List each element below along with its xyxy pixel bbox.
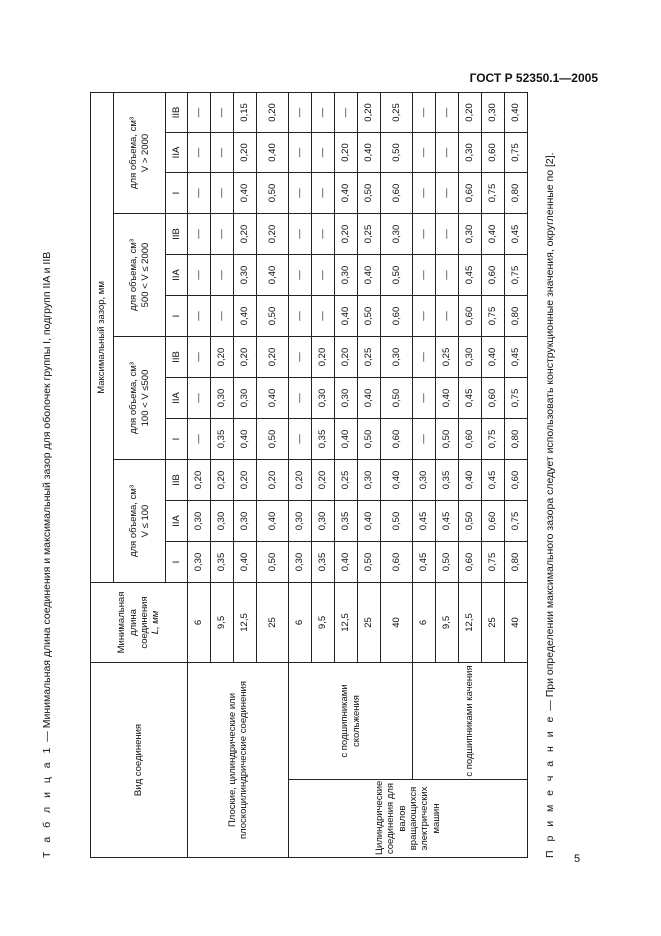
length-cell: 40: [381, 583, 413, 663]
gap-value-cell: 0,75: [482, 296, 505, 337]
gap-value-cell: 0,80: [505, 419, 528, 460]
gap-value-cell: 0,75: [505, 501, 528, 542]
cylindrical-joint-label: Цилиндрические соединения для валов вращающихся электрических машин: [289, 780, 528, 858]
gap-value-cell: 0,60: [482, 255, 505, 296]
gap-value-cell: 0,30: [482, 92, 505, 132]
gap-value-cell: —: [289, 337, 312, 378]
gap-value-cell: 0,45: [436, 501, 459, 542]
note-prefix: П р и м е ч а н и е: [544, 713, 556, 858]
gap-value-cell: 0,40: [335, 542, 358, 583]
gap-value-cell: 0,60: [459, 542, 482, 583]
length-cell: 40: [505, 583, 528, 663]
gap-value-cell: —: [312, 296, 335, 337]
gap-value-cell: 0,35: [312, 542, 335, 583]
length-line-4: L, мм: [150, 610, 162, 635]
vg1-line2: V ≤ 100: [139, 504, 151, 538]
gap-value-cell: 0,30: [234, 255, 257, 296]
length-cell: 12,5: [335, 583, 358, 663]
sub-i: I: [166, 296, 188, 337]
gap-value-cell: 0,75: [505, 133, 528, 173]
note-text: — При определении максимального зазора следует использовать конструкционные значения, округленные по [2].: [544, 152, 556, 714]
sub-iib: IIB: [166, 92, 188, 132]
gap-value-cell: —: [289, 133, 312, 173]
volume-group-2: [114, 337, 166, 460]
gap-value-cell: 0,20: [257, 214, 289, 255]
gap-value-cell: 0,75: [505, 255, 528, 296]
length-cell: 12,5: [234, 583, 257, 663]
gap-value-cell: 0,40: [234, 542, 257, 583]
gap-value-cell: 0,45: [482, 460, 505, 501]
gap-value-cell: 0,40: [257, 501, 289, 542]
gap-value-cell: 0,50: [358, 419, 381, 460]
gap-value-cell: 0,60: [381, 419, 413, 460]
gap-value-cell: 0,20: [459, 92, 482, 132]
sub-iib: IIB: [166, 337, 188, 378]
gap-value-cell: —: [188, 419, 211, 460]
gap-value-cell: 0,20: [211, 460, 234, 501]
sub-iia: IIA: [166, 378, 188, 419]
gap-value-cell: —: [211, 92, 234, 132]
sub-iia: IIA: [166, 133, 188, 173]
gap-value-cell: 0,40: [257, 133, 289, 173]
sub-iia: IIA: [166, 501, 188, 542]
length-cell: 6: [413, 583, 436, 663]
gap-value-cell: 0,20: [234, 133, 257, 173]
gap-value-cell: 0,30: [312, 501, 335, 542]
gap-value-cell: 0,20: [234, 337, 257, 378]
gap-value-cell: —: [289, 296, 312, 337]
gap-value-cell: 0,45: [459, 255, 482, 296]
volume-group-3: [114, 214, 166, 337]
gap-value-cell: 0,40: [335, 296, 358, 337]
gap-value-cell: —: [413, 337, 436, 378]
length-cell: 6: [289, 583, 312, 663]
gap-value-cell: 0,30: [188, 501, 211, 542]
gap-value-cell: 0,60: [381, 296, 413, 337]
gap-value-cell: 0,30: [289, 542, 312, 583]
gap-value-cell: 0,45: [505, 337, 528, 378]
gap-value-cell: —: [335, 92, 358, 132]
gap-value-cell: 0,30: [459, 214, 482, 255]
gap-value-cell: 0,60: [459, 173, 482, 214]
gap-value-cell: 0,80: [505, 542, 528, 583]
table-row: [413, 92, 436, 857]
gap-value-cell: —: [436, 214, 459, 255]
gap-value-cell: —: [413, 296, 436, 337]
sub-iia: IIA: [166, 255, 188, 296]
gap-value-cell: —: [188, 255, 211, 296]
gap-value-cell: 0,40: [358, 501, 381, 542]
gap-value-cell: 0,35: [335, 501, 358, 542]
vg1-line1: для объема, см³: [128, 484, 140, 558]
length-line-3: соединения: [139, 596, 150, 649]
rolling-bearing-label: с подшипниками качения: [413, 663, 528, 780]
gap-value-cell: 0,20: [312, 460, 335, 501]
length-line-1: Минимальная: [116, 591, 128, 654]
gap-value-cell: 0,20: [234, 214, 257, 255]
gap-value-cell: 0,30: [413, 460, 436, 501]
gap-value-cell: 0,30: [381, 214, 413, 255]
table-body: [188, 92, 528, 857]
gap-value-cell: 0,45: [505, 214, 528, 255]
table-row: [188, 92, 211, 857]
gap-value-cell: 0,20: [188, 460, 211, 501]
gap-value-cell: 0,45: [459, 378, 482, 419]
gap-value-cell: 0,40: [335, 173, 358, 214]
gap-value-cell: 0,35: [436, 460, 459, 501]
gap-value-cell: 0,40: [234, 419, 257, 460]
gap-value-cell: 0,35: [211, 419, 234, 460]
gap-value-cell: 0,25: [358, 337, 381, 378]
gap-value-cell: —: [312, 255, 335, 296]
gap-value-cell: 0,40: [335, 419, 358, 460]
sub-i: I: [166, 419, 188, 460]
gap-value-cell: 0,50: [358, 296, 381, 337]
gap-value-cell: 0,35: [312, 419, 335, 460]
gap-value-cell: 0,40: [436, 378, 459, 419]
gap-value-cell: —: [188, 214, 211, 255]
gap-value-cell: —: [188, 133, 211, 173]
gap-value-cell: —: [211, 173, 234, 214]
gap-value-cell: —: [436, 255, 459, 296]
gap-value-cell: 0,40: [257, 378, 289, 419]
gap-value-cell: —: [188, 92, 211, 132]
gap-value-cell: 0,80: [505, 173, 528, 214]
gap-value-cell: 0,50: [358, 542, 381, 583]
gap-value-cell: —: [312, 173, 335, 214]
gap-value-cell: 0,60: [459, 419, 482, 460]
gap-value-cell: —: [211, 296, 234, 337]
gap-value-cell: 0,40: [482, 337, 505, 378]
gap-value-cell: 0,45: [413, 501, 436, 542]
gap-value-cell: 0,20: [257, 460, 289, 501]
gap-value-cell: —: [413, 378, 436, 419]
length-line-2: длина: [127, 609, 139, 636]
gap-value-cell: —: [211, 133, 234, 173]
gap-value-cell: 0,40: [257, 255, 289, 296]
gap-value-cell: 0,30: [335, 255, 358, 296]
sub-iib: IIB: [166, 214, 188, 255]
gap-value-cell: 0,50: [257, 173, 289, 214]
gap-value-cell: 0,50: [381, 378, 413, 419]
gap-value-cell: 0,40: [482, 214, 505, 255]
gap-value-cell: 0,40: [505, 92, 528, 132]
gap-value-cell: 0,50: [459, 501, 482, 542]
gap-value-cell: 0,30: [312, 378, 335, 419]
gap-value-cell: 0,60: [459, 296, 482, 337]
gap-value-cell: —: [413, 255, 436, 296]
length-cell: 25: [358, 583, 381, 663]
gap-value-cell: 0,35: [211, 542, 234, 583]
gap-value-cell: 0,30: [381, 337, 413, 378]
gap-value-cell: 0,30: [234, 501, 257, 542]
gap-value-cell: 0,30: [358, 460, 381, 501]
gap-value-cell: 0,25: [436, 337, 459, 378]
length-cell: 9,5: [436, 583, 459, 663]
table-caption: [41, 93, 53, 858]
gap-value-cell: —: [413, 419, 436, 460]
gap-value-cell: 0,30: [211, 501, 234, 542]
standard-number: ГОСТ Р 52350.1—2005: [469, 71, 598, 85]
gap-value-cell: —: [436, 133, 459, 173]
vg4-line1: для объема, см³: [128, 116, 140, 189]
gap-value-cell: 0,20: [335, 337, 358, 378]
gap-value-cell: —: [289, 173, 312, 214]
gap-value-cell: 0,40: [358, 255, 381, 296]
gap-value-cell: —: [436, 296, 459, 337]
gap-value-cell: 0,50: [257, 296, 289, 337]
gap-value-cell: 0,80: [505, 296, 528, 337]
gap-value-cell: 0,50: [436, 419, 459, 460]
gap-value-cell: 0,30: [234, 378, 257, 419]
gap-value-cell: —: [312, 92, 335, 132]
gap-value-cell: 0,25: [358, 214, 381, 255]
gap-value-cell: 0,75: [482, 173, 505, 214]
gap-value-cell: —: [289, 378, 312, 419]
gap-value-cell: 0,30: [459, 133, 482, 173]
gap-value-cell: —: [436, 92, 459, 132]
sub-i: I: [166, 173, 188, 214]
table-note: [544, 152, 556, 858]
volume-group-1: [114, 460, 166, 583]
gap-value-cell: —: [211, 214, 234, 255]
sub-iib: IIB: [166, 460, 188, 501]
caption-text: — Минимальная длина соединения и максимальный зазор для оболочек группы I, подгрупп IIA и IIB: [41, 251, 53, 745]
gap-value-cell: —: [188, 337, 211, 378]
gap-value-cell: —: [289, 255, 312, 296]
gap-value-cell: 0,50: [381, 501, 413, 542]
gap-value-cell: 0,60: [381, 173, 413, 214]
gap-value-cell: —: [413, 214, 436, 255]
gap-value-cell: 0,20: [257, 92, 289, 132]
gap-value-cell: 0,60: [505, 460, 528, 501]
gap-value-cell: —: [312, 214, 335, 255]
table-row: [289, 92, 312, 857]
gap-value-cell: 0,25: [381, 92, 413, 132]
gap-value-cell: —: [413, 133, 436, 173]
vg4-line2: V > 2000: [139, 133, 151, 173]
gap-value-cell: 0,20: [257, 337, 289, 378]
gap-value-cell: —: [436, 173, 459, 214]
rotated-content: [37, 93, 603, 858]
gap-value-cell: 0,30: [289, 501, 312, 542]
length-cell: 12,5: [459, 583, 482, 663]
vg2-line1: для объема, см³: [128, 361, 140, 435]
sub-i: I: [166, 542, 188, 583]
gap-value-cell: 0,40: [234, 296, 257, 337]
gap-value-cell: 0,60: [381, 542, 413, 583]
volume-group-4: [114, 92, 166, 213]
gap-value-cell: 0,20: [211, 337, 234, 378]
gap-value-cell: 0,60: [482, 378, 505, 419]
header-min-length: [91, 583, 188, 663]
gap-value-cell: 0,45: [413, 542, 436, 583]
vg2-line2: 100 < V ≤500: [139, 369, 151, 427]
gap-value-cell: 0,40: [459, 460, 482, 501]
gap-value-cell: 0,40: [358, 133, 381, 173]
gap-value-cell: 0,50: [436, 542, 459, 583]
vg3-line2: 500 < V ≤ 2000: [139, 242, 151, 308]
gap-value-cell: —: [188, 173, 211, 214]
gap-value-cell: 0,50: [257, 419, 289, 460]
gap-value-cell: 0,20: [289, 460, 312, 501]
gap-value-cell: 0,30: [335, 378, 358, 419]
gap-value-cell: —: [312, 133, 335, 173]
gap-value-cell: 0,50: [381, 133, 413, 173]
length-cell: 25: [482, 583, 505, 663]
gap-value-cell: —: [211, 255, 234, 296]
gap-value-cell: 0,30: [459, 337, 482, 378]
header-max-gap: Максимальный зазор, мм: [91, 92, 114, 582]
vg3-line1: для объема, см³: [128, 238, 140, 312]
gap-value-cell: 0,20: [312, 337, 335, 378]
gap-value-cell: 0,75: [505, 378, 528, 419]
gap-value-cell: —: [413, 173, 436, 214]
gap-value-cell: —: [413, 92, 436, 132]
header-joint-type: Вид соединения: [91, 663, 188, 858]
gap-value-cell: —: [289, 92, 312, 132]
gap-value-cell: 0,30: [211, 378, 234, 419]
gap-value-cell: 0,50: [257, 542, 289, 583]
length-cell: 25: [257, 583, 289, 663]
gap-value-cell: 0,50: [381, 255, 413, 296]
flat-joint-label: Плоские, цилиндрические или плоскоцилиндрические соединения: [188, 663, 289, 858]
gap-value-cell: —: [188, 296, 211, 337]
gap-value-cell: —: [188, 378, 211, 419]
length-cell: 9,5: [211, 583, 234, 663]
gap-value-cell: 0,20: [358, 92, 381, 132]
gap-value-cell: 0,20: [335, 133, 358, 173]
gap-value-cell: 0,50: [358, 173, 381, 214]
clearance-table: [90, 92, 528, 858]
gap-value-cell: —: [289, 214, 312, 255]
caption-prefix: Т а б л и ц а 1: [41, 744, 53, 858]
gap-value-cell: 0,75: [482, 542, 505, 583]
gap-value-cell: 0,75: [482, 419, 505, 460]
gap-value-cell: 0,60: [482, 133, 505, 173]
gap-value-cell: 0,25: [335, 460, 358, 501]
gap-value-cell: 0,20: [234, 460, 257, 501]
length-cell: 9,5: [312, 583, 335, 663]
gap-value-cell: 0,60: [482, 501, 505, 542]
sliding-bearing-label: с подшипниками скольжения: [289, 663, 413, 780]
length-cell: 6: [188, 583, 211, 663]
gap-value-cell: 0,30: [188, 542, 211, 583]
gap-value-cell: 0,40: [381, 460, 413, 501]
gap-value-cell: —: [289, 419, 312, 460]
gap-value-cell: 0,40: [358, 378, 381, 419]
page-number: 5: [574, 853, 581, 865]
gap-value-cell: 0,40: [234, 173, 257, 214]
gap-value-cell: 0,20: [335, 214, 358, 255]
gap-value-cell: 0,15: [234, 92, 257, 132]
